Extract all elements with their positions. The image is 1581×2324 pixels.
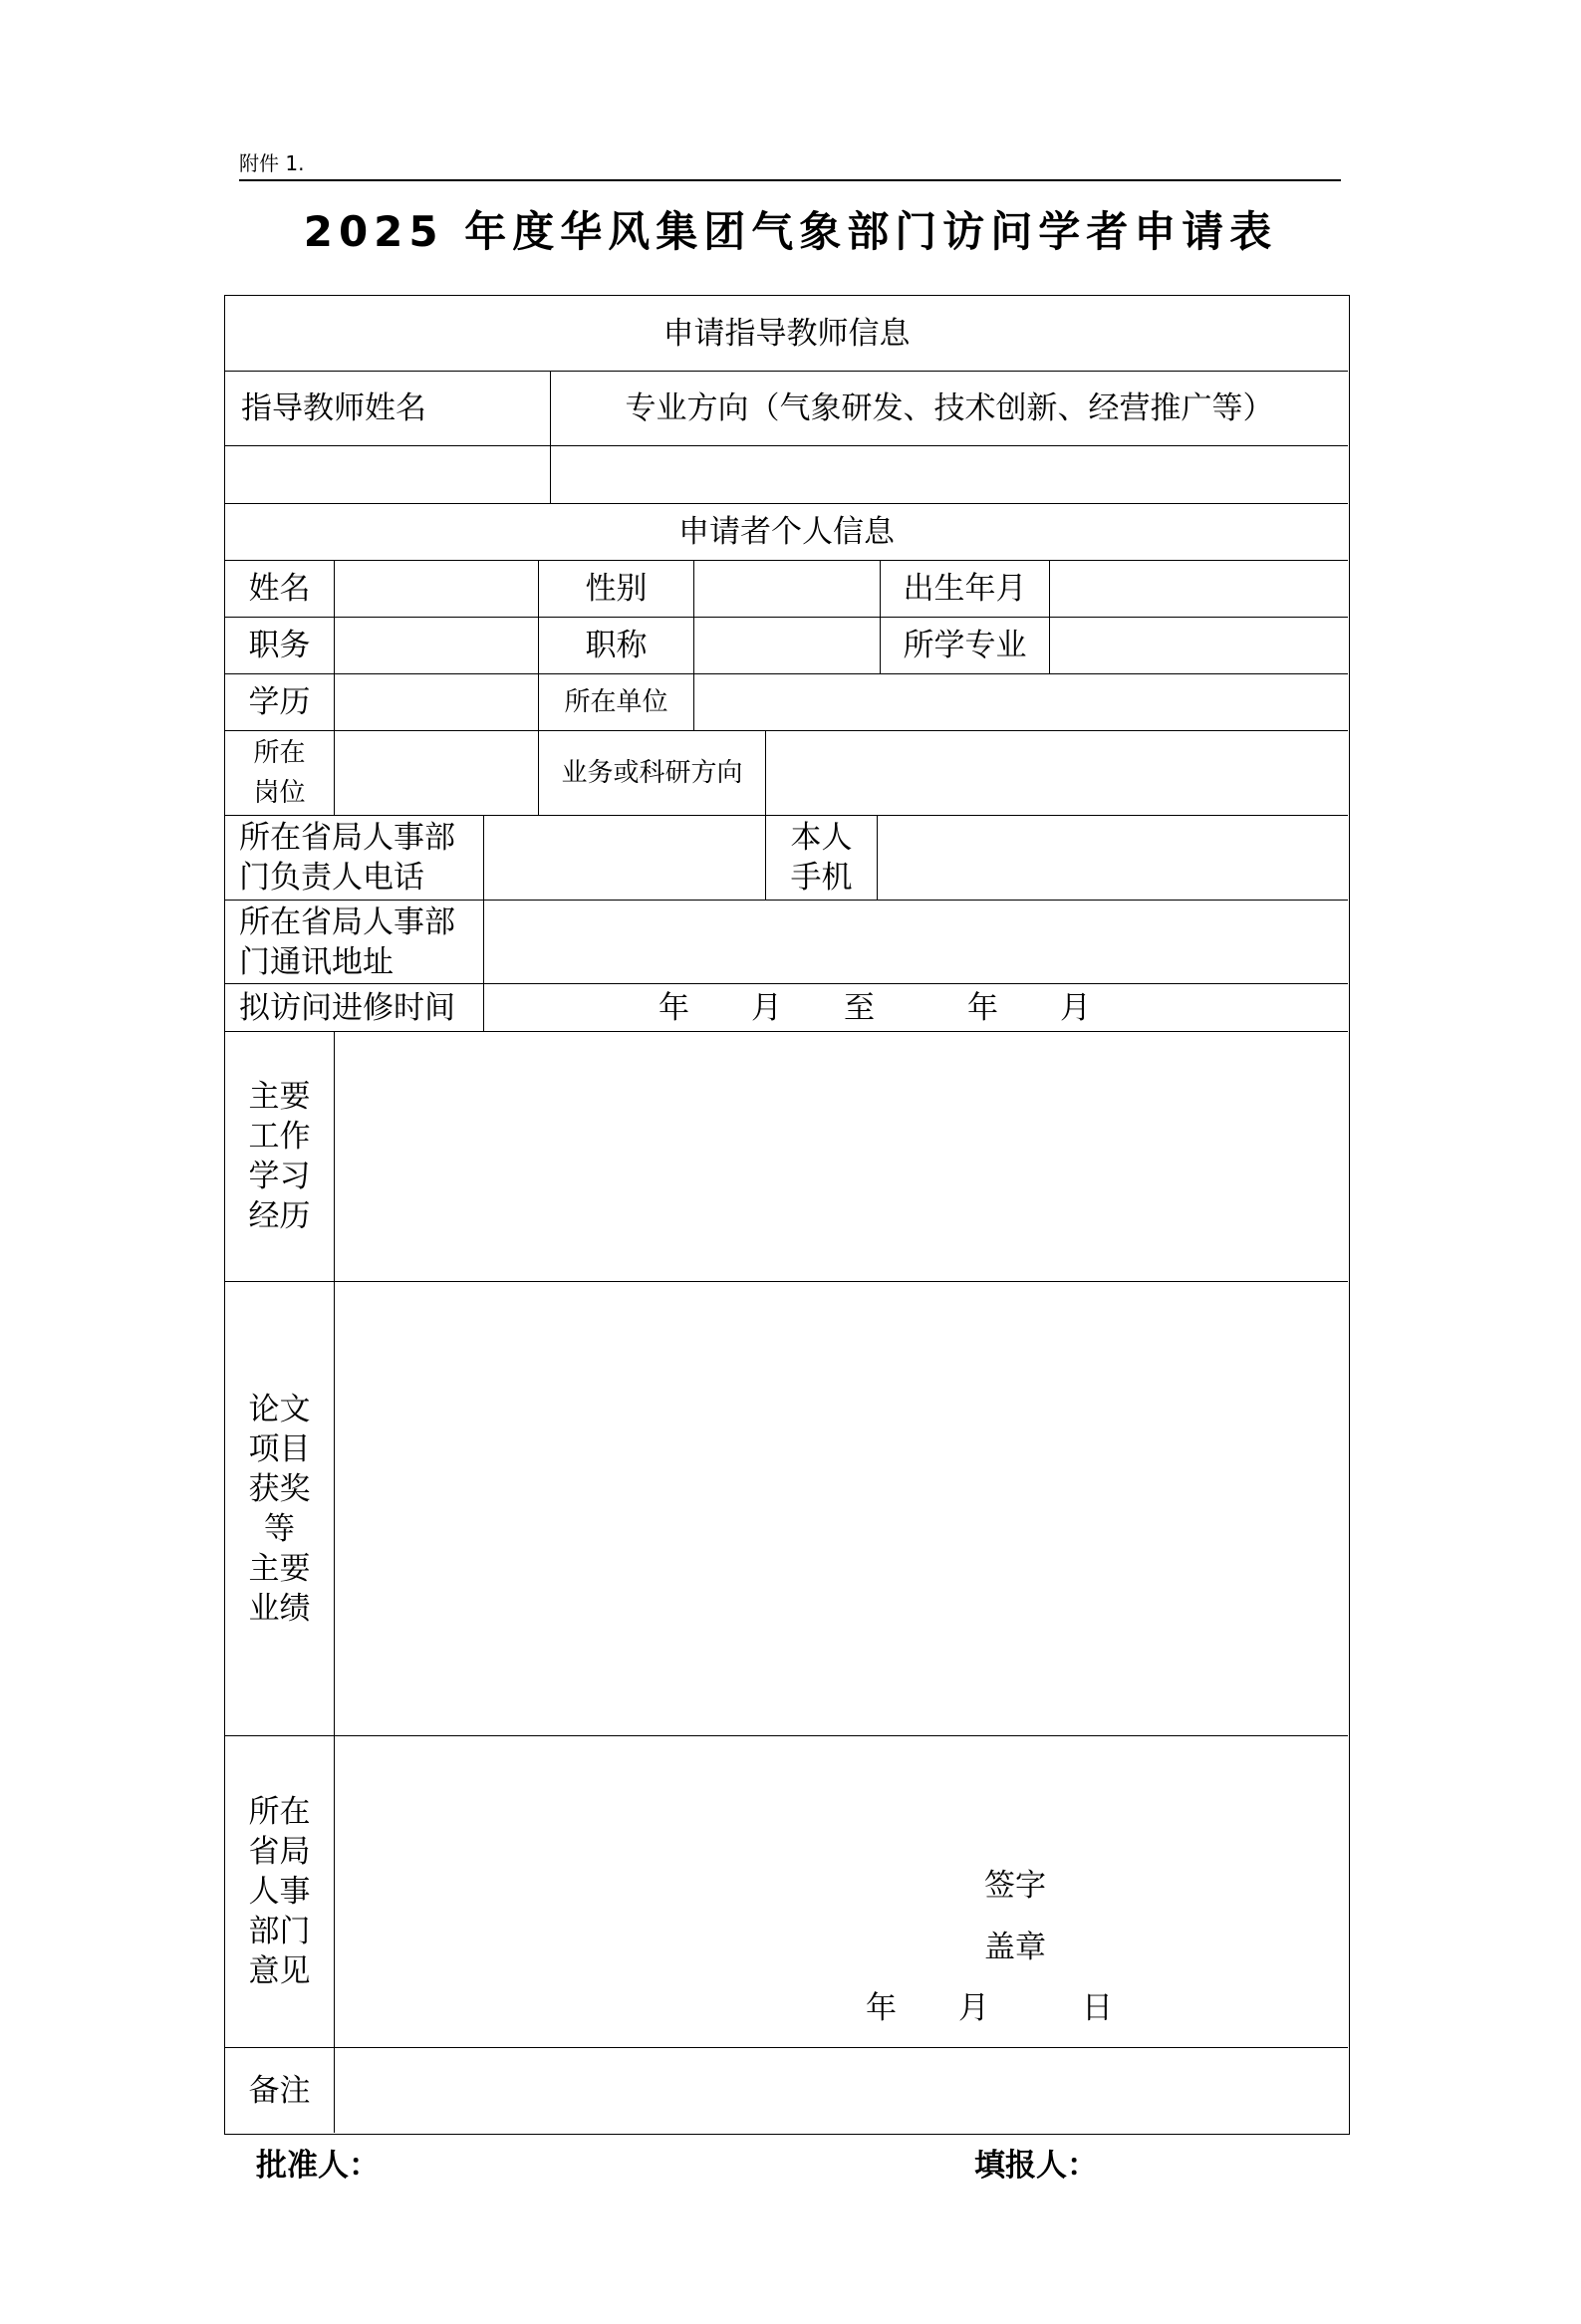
position-field[interactable] [335, 618, 539, 674]
birth-label: 出生年月 [881, 561, 1050, 618]
advisor-direction-field[interactable] [551, 446, 1348, 504]
achievements-field[interactable] [335, 1282, 1348, 1736]
unit-label: 所在单位 [539, 674, 694, 731]
name-label: 姓名 [225, 561, 335, 618]
title-field[interactable] [694, 618, 881, 674]
major-field[interactable] [1050, 618, 1348, 674]
gender-field[interactable] [694, 561, 881, 618]
advisor-direction-label: 专业方向（气象研发、技术创新、经营推广等） [551, 372, 1348, 446]
filler-label: 填报人： [974, 2148, 1098, 2184]
hr-phone-label: 所在省局人事部 门负责人电话 [225, 816, 484, 901]
experience-label: 主要 工作 学习 经历 [225, 1032, 335, 1282]
name-field[interactable] [335, 561, 539, 618]
birth-field[interactable] [1050, 561, 1348, 618]
applicant-section-heading: 申请者个人信息 [225, 504, 1348, 561]
hr-address-label: 所在省局人事部 门通讯地址 [225, 901, 484, 984]
hr-opinion-field[interactable] [335, 1736, 1348, 2048]
visit-time-field[interactable]: 年 月 至 年 月 [484, 984, 1348, 1032]
remarks-label: 备注 [225, 2048, 335, 2133]
header-rule [239, 179, 1341, 181]
position-label: 职务 [225, 618, 335, 674]
education-field[interactable] [335, 674, 539, 731]
gender-label: 性别 [539, 561, 694, 618]
experience-field[interactable] [335, 1032, 1348, 1282]
hr-opinion-label: 所在 省局 人事 部门 意见 [225, 1736, 335, 2048]
signature-label: 签字 [984, 1868, 1046, 1904]
achievements-label: 论文 项目 获奖 等 主要 业绩 [225, 1282, 335, 1736]
application-form [224, 295, 1350, 2135]
visit-time-label: 拟访问进修时间 [225, 984, 484, 1032]
major-label: 所学专业 [881, 618, 1050, 674]
approver-label: 批准人： [256, 2148, 380, 2184]
education-label: 学历 [225, 674, 335, 731]
remarks-field[interactable] [335, 2048, 1348, 2133]
hr-phone-field[interactable] [484, 816, 766, 901]
post-field[interactable] [335, 731, 539, 816]
advisor-name-field[interactable] [225, 446, 551, 504]
form-title: 2025 年度华风集团气象部门访问学者申请表 [303, 207, 1278, 256]
research-direction-label: 业务或科研方向 [539, 731, 766, 816]
mobile-field[interactable] [878, 816, 1348, 901]
unit-field[interactable] [694, 674, 1348, 731]
seal-label: 盖章 [984, 1930, 1046, 1965]
title-label: 职称 [539, 618, 694, 674]
post-label: 所在 岗位 [225, 731, 335, 816]
advisor-section-heading: 申请指导教师信息 [225, 296, 1348, 372]
advisor-name-label: 指导教师姓名 [225, 372, 551, 446]
attachment-note: 附件 1. [239, 151, 305, 175]
research-direction-field[interactable] [766, 731, 1348, 816]
opinion-date: 年 月 日 [866, 1990, 1113, 2026]
hr-address-field[interactable] [484, 901, 1348, 984]
mobile-label: 本人 手机 [766, 816, 878, 901]
